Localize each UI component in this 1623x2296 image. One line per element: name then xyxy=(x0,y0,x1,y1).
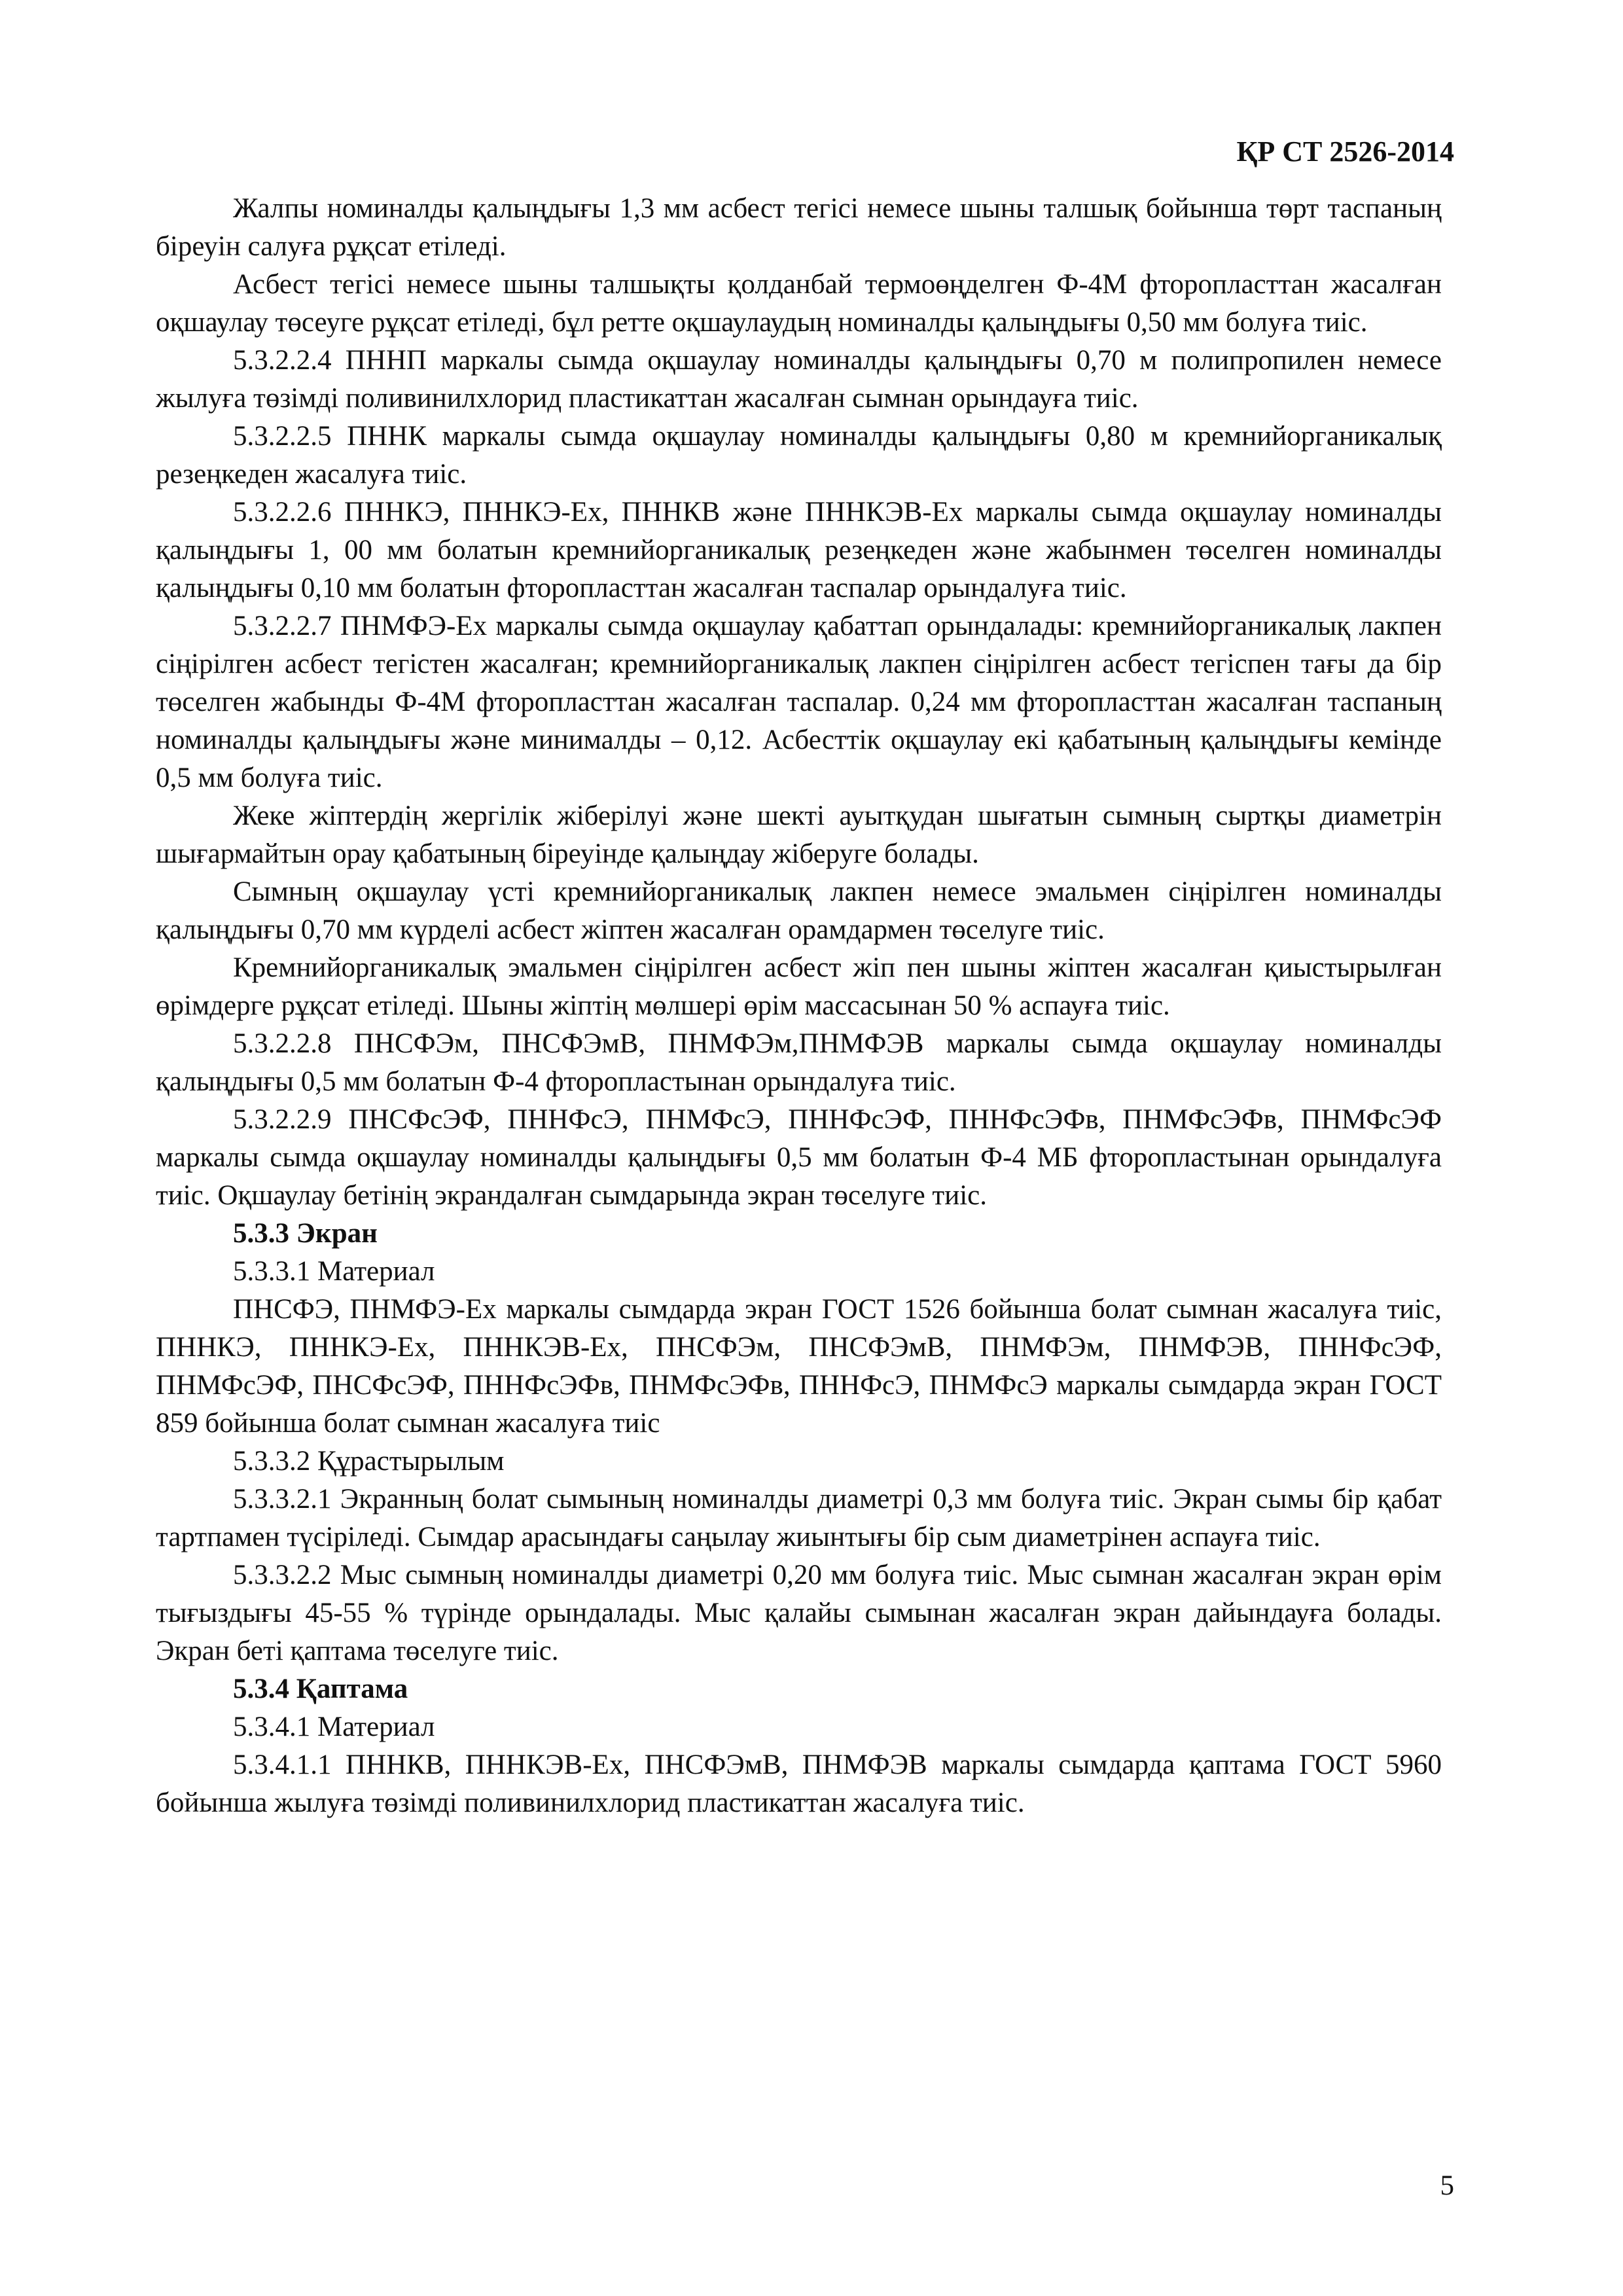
paragraph: ПНСФЭ, ПНМФЭ-Ех маркалы сымдарда экран ГОСТ 1526 бойынша болат сымнан жасалуға тиіс, ПННКЭ, ПННКЭ-Ех, ПННКЭВ-Ех, ПНСФЭм, ПНСФЭмВ, ПНМФЭм, ПНМФЭВ, ПННФсЭФ, ПНМФсЭФ, ПНСФсЭФ, ПННФсЭФв, ПНМФсЭФв, ПННФсЭ, ПНМФсЭ маркалы сымдарда экран ГОСТ 859 бойынша болат сымнан жасалуға тиіс xyxy=(156,1294,1442,1439)
paragraph: 5.3.4.1.1 ПННКВ, ПННКЭВ-Ех, ПНСФЭмВ, ПНМФЭВ маркалы сымдарда қаптама ГОСТ 5960 бойынша жылуға төзімді поливинилхлорид пластикаттан жасалуға тиіс. xyxy=(156,1749,1442,1818)
paragraph: 5.3.2.2.6 ПННКЭ, ПННКЭ-Ех, ПННКВ және ПННКЭВ-Ех маркалы сымда оқшаулау номиналды қалыңдығы 1, 00 мм болатын кремнийорганикалық резеңкеден және жабынмен төселген номиналды қалыңдығы 0,10 мм болатын фторопласттан жасалған таспалар орындалуға тиіс. xyxy=(156,497,1442,603)
subsection-heading: 5.3.3.1 Материал xyxy=(233,1256,435,1287)
paragraph: 5.3.3.2.1 Экранның болат сымының номиналды диаметрі 0,3 мм болуға тиіс. Экран сымы бір қабат тартпамен түсіріледі. Сымдар арасындағы саңылау жиынтығы бір сым диаметрінен аспауға тиіс. xyxy=(156,1484,1442,1552)
paragraph: Жалпы номиналды қалыңдығы 1,3 мм асбест тегісі немесе шыны талшық бойынша төрт таспаның біреуін салуға рұқсат етіледі. xyxy=(156,193,1442,262)
paragraph: 5.3.2.2.9 ПНСФсЭФ, ПННФсЭ, ПНМФсЭ, ПННФсЭФ, ПННФсЭФв, ПНМФсЭФв, ПНМФсЭФ маркалы сымда оқшаулау номиналды қалыңдығы 0,5 мм болатын Ф-4 МБ фторопластынан орындалуға тиіс. Оқшаулау бетінің экрандалған сымдарында экран төселуге тиіс. xyxy=(156,1104,1442,1211)
paragraph: 5.3.2.2.4 ПННП маркалы сымда оқшаулау номиналды қалыңдығы 0,70 м полипропилен немесе жылуға төзімді поливинилхлорид пластикаттан жасалған сымнан орындауға тиіс. xyxy=(156,345,1442,414)
subsection-heading: 5.3.3.2 Құрастырылым xyxy=(233,1446,505,1477)
section-heading-screen: 5.3.3 Экран xyxy=(233,1218,378,1249)
subsection-heading: 5.3.4.1 Материал xyxy=(233,1712,435,1742)
paragraph: Кремнийорганикалық эмальмен сіңірілген асбест жіп пен шыны жіптен жасалған қиыстырылған өрімдерге рұқсат етіледі. Шыны жіптің мөлшері өрім массасынан 50 % аспауға тиіс. xyxy=(156,952,1442,1021)
document-code: ҚР СТ 2526-2014 xyxy=(1236,135,1454,168)
paragraph: Асбест тегісі немесе шыны талшықты қолданбай термоөңделген Ф-4М фторопласттан жасалған оқшаулау төсеуге рұқсат етіледі, бұл ретте оқшаулаудың номиналды қалыңдығы 0,50 мм болуға тиіс. xyxy=(156,269,1442,338)
paragraph: 5.3.2.2.8 ПНСФЭм, ПНСФЭмВ, ПНМФЭм,ПНМФЭВ маркалы сымда оқшаулау номиналды қалыңдығы 0,5 мм болатын Ф-4 фторопластынан орындалуға тиіс. xyxy=(156,1028,1442,1097)
paragraph: Сымның оқшаулау үсті кремнийорганикалық лакпен немесе эмальмен сіңірілген номиналды қалыңдығы 0,70 мм күрделі асбест жіптен жасалған орамдармен төселуге тиіс. xyxy=(156,876,1442,945)
paragraph: 5.3.2.2.5 ПННК маркалы сымда оқшаулау номиналды қалыңдығы 0,80 м кремнийорганикалық резеңкеден жасалуға тиіс. xyxy=(156,421,1442,490)
paragraph: 5.3.3.2.2 Мыс сымның номиналды диаметрі 0,20 мм болуға тиіс. Мыс сымнан жасалған экран өрім тығыздығы 45-55 % түрінде орындалады. Мыс қалайы сымынан жасалған экран дайындауға болады. Экран беті қаптама төселуге тиіс. xyxy=(156,1560,1442,1666)
paragraph: Жеке жіптердің жергілік жіберілуі және шекті ауытқудан шығатын сымның сыртқы диаметрін шығармайтын орау қабатының біреуінде қалыңдау жіберуге болады. xyxy=(156,800,1442,869)
paragraph: 5.3.2.2.7 ПНМФЭ-Ех маркалы сымда оқшаулау қабаттап орындалады: кремнийорганикалық лакпен сіңірілген асбест тегістен жасалған; кремнийорганикалық лакпен сіңірілген асбест тегіспен тағы да бір төселген жабынды Ф-4М фторопласттан жасалған таспалар. 0,24 мм фторопласттан жасалған таспаның номиналды қалыңдығы және минималды – 0,12. Асбесттік оқшаулау екі қабатының қалыңдығы кемінде 0,5 мм болуға тиіс. xyxy=(156,611,1442,793)
page-number: 5 xyxy=(1440,2170,1454,2201)
section-heading-sheath: 5.3.4 Қаптама xyxy=(233,1674,408,1704)
document-body xyxy=(156,190,1442,1822)
